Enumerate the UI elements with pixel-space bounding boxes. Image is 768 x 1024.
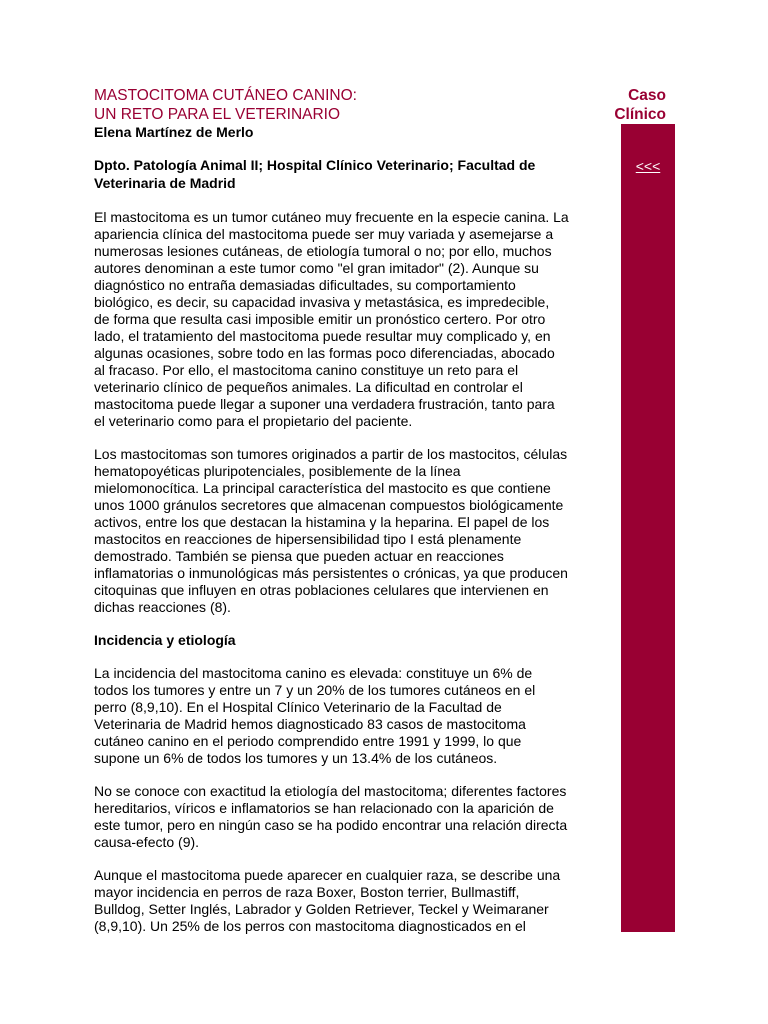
text-line: El mastocitoma es un tumor cutáneo muy frecuente en la especie canina. La [94, 209, 569, 225]
paragraph-breeds [94, 867, 621, 935]
affiliation-line-1: Dpto. Patología Animal II; Hospital Clínico Veterinario; Facultad de [94, 157, 536, 173]
text-line: al fracaso. Por ello, el mastocitoma canino constituye un reto para el [94, 362, 519, 378]
text-line: causa-efecto (9). [94, 834, 200, 850]
text-line: perro (8,9,10). En el Hospital Clínico Veterinario de la Facultad de [94, 699, 502, 715]
text-line: Aunque el mastocitoma puede aparecer en cualquier raza, se describe una [94, 867, 561, 883]
paragraph-incidence [94, 665, 621, 767]
text-line: (8,9,10). Un 25% de los perros con mastocitoma diagnosticados en el [94, 918, 526, 934]
text-line: unos 1000 gránulos secretores que almacenan compuestos biológicamente [94, 497, 564, 513]
text-line: inflamatorias o inmunológicas más persistentes o crónicas, ya que producen [94, 565, 568, 581]
text-line: apariencia clínica del mastocitoma puede ser muy variada y asemejarse a [94, 226, 554, 242]
article-title [94, 86, 534, 124]
text-line: activos, entre los que destacan la histamina y la heparina. El papel de los [94, 514, 550, 530]
section-label-line-2: Clínico [614, 106, 666, 123]
text-line: biológico, es decir, su capacidad invasiva y metastásica, es impredecible, [94, 294, 550, 310]
text-line: Bulldog, Setter Inglés, Labrador y Golden Retriever, Teckel y Weimaraner [94, 901, 549, 917]
article-title-line-1: MASTOCITOMA CUTÁNEO CANINO: [94, 87, 357, 104]
text-line: algunas ocasiones, sobre todo en las formas poco diferenciadas, abocado [94, 345, 555, 361]
text-line: La incidencia del mastocitoma canino es elevada: constituye un 6% de [94, 665, 533, 681]
text-line: Los mastocitomas son tumores originados a partir de los mastocitos, células [94, 446, 568, 462]
text-line: diagnóstico no entraña demasiadas dificultades, su comportamiento [94, 277, 516, 293]
paragraph-intro [94, 209, 621, 430]
section-label [614, 86, 666, 124]
text-line: demostrado. También se piensa que pueden actuar en reacciones [94, 548, 504, 564]
text-line: Veterinaria de Madrid hemos diagnosticado 83 casos de mastocitoma [94, 716, 526, 732]
text-line: lado, el tratamiento del mastocitoma puede resultar muy complicado y, en [94, 328, 551, 344]
affiliation-line-2: Veterinaria de Madrid [94, 174, 236, 191]
text-line: citoquinas que influyen en otras poblaciones celulares que intervienen en [94, 582, 549, 598]
text-line: mastocitoma puede llegar a suponer una verdadera frustración, tanto para [94, 396, 555, 412]
text-line: este tumor, pero en ningún caso se ha podido encontrar una relación directa [94, 817, 568, 833]
author-name: Elena Martínez de Merlo [94, 124, 254, 140]
text-line: dichas reacciones (8). [94, 599, 231, 615]
text-line: mastocitos en reacciones de hipersensibilidad tipo I está plenamente [94, 531, 522, 547]
author-affiliation [94, 157, 614, 192]
text-line: hematopoyéticas pluripotenciales, posiblemente de la línea [94, 463, 461, 479]
text-line: hereditarios, víricos e inflamatorios se han relacionado con la aparición de [94, 800, 554, 816]
text-line: numerosas lesiones cutáneas, de etiología tumoral o no; por ello, muchos [94, 243, 552, 259]
section-label-line-1: Caso [628, 87, 666, 104]
text-line: mayor incidencia en perros de raza Boxer, Boston terrier, Bullmastiff, [94, 884, 520, 900]
text-line: el veterinario como para el propietario del paciente. [94, 413, 413, 429]
sidebar-bar [621, 124, 675, 932]
text-line: cutáneo canino en el periodo comprendido entre 1991 y 1999, lo que [94, 733, 522, 749]
paragraph-etiology [94, 783, 621, 851]
paragraph-mastocytes [94, 446, 621, 616]
text-line: No se conoce con exactitud la etiología del mastocitoma; diferentes factores [94, 783, 567, 799]
text-line: todos los tumores y entre un 7 y un 20% de los tumores cutáneos en el [94, 682, 536, 698]
text-line: de forma que resulta casi imposible emitir un pronóstico certero. Por otro [94, 311, 546, 327]
back-link[interactable]: <<< [635, 158, 661, 174]
section-heading-incidence: Incidencia y etiología [94, 632, 236, 648]
article-title-line-2: UN RETO PARA EL VETERINARIO [94, 106, 341, 123]
text-line: supone un 6% de todos los tumores y un 13.4% de los cutáneos. [94, 750, 498, 766]
text-line: mielomonocítica. La principal característica del mastocito es que contiene [94, 480, 551, 496]
text-line: veterinario clínico de pequeños animales. La dificultad en controlar el [94, 379, 523, 395]
article-body [94, 209, 621, 951]
text-line: autores denominan a este tumor como "el gran imitador" (2). Aunque su [94, 260, 539, 276]
